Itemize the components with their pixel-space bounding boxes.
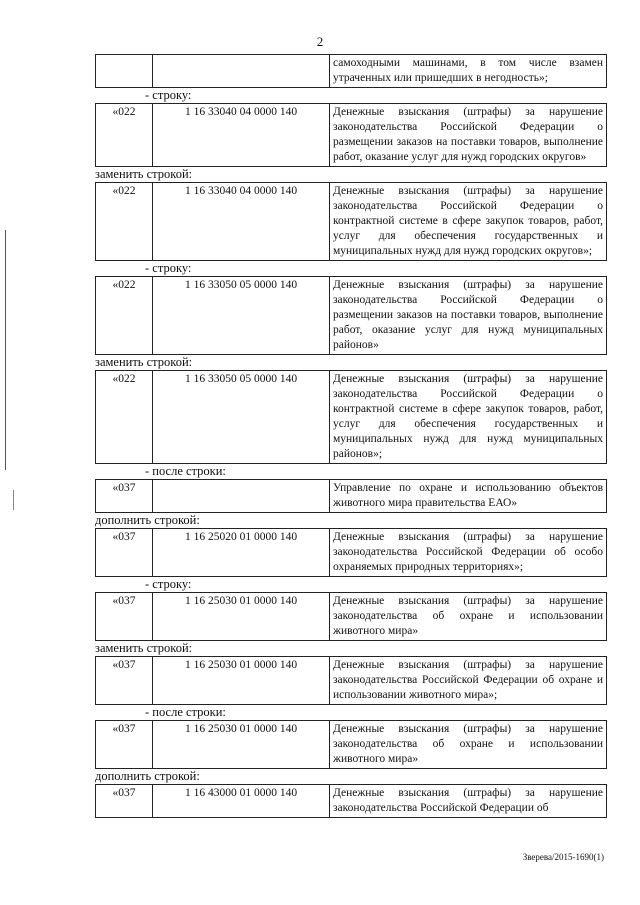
amendment-instruction: - строку: — [145, 577, 192, 591]
amendment-instruction: - после строки: — [145, 705, 226, 719]
admin-code-cell: «037 — [96, 721, 153, 769]
description-cell: самоходными машинами, в том числе взамен утраченных или пришедших в негодность»; — [330, 55, 607, 88]
kbk-code-cell: 1 16 43000 01 0000 140 — [153, 785, 330, 818]
admin-code-cell: «037 — [96, 593, 153, 641]
amendment-instruction: - после строки: — [145, 464, 226, 478]
description-cell: Денежные взыскания (штрафы) за нарушение законодательства Российской Федерации о контрактной системе в сфере закупок товаров, работ, услуг для обеспечения государственных и муниципальных нужд для нужд муниципальных районов»; — [330, 371, 607, 464]
amendment-instruction: заменить строкой: — [95, 167, 193, 181]
admin-code-cell: «022 — [96, 104, 153, 167]
admin-code-cell: «037 — [96, 529, 153, 577]
table-row — [96, 721, 607, 769]
budget-row-table — [95, 720, 607, 769]
amendment-instruction: дополнить строкой: — [95, 513, 200, 527]
admin-code-cell: «037 — [96, 785, 153, 818]
kbk-code-cell: 1 16 25030 01 0000 140 — [153, 721, 330, 769]
description-cell: Денежные взыскания (штрафы) за нарушение законодательства Российской Федерации о контрактной системе в сфере закупок товаров, работ, услуг для обеспечения государственных и муниципальных нужд для нужд городских округов»; — [330, 183, 607, 261]
admin-code-cell: «022 — [96, 277, 153, 355]
table-row — [96, 183, 607, 261]
budget-row-table — [95, 592, 607, 641]
admin-code-cell — [96, 55, 153, 88]
table-row — [96, 785, 607, 818]
description-cell: Денежные взыскания (штрафы) за нарушение законодательства Российской Федерации об — [330, 785, 607, 818]
description-cell: Денежные взыскания (штрафы) за нарушение законодательства об охране и использовании животного мира» — [330, 593, 607, 641]
budget-row-table — [95, 656, 607, 705]
table-row — [96, 371, 607, 464]
budget-row-table — [95, 182, 607, 261]
amendment-instruction: - строку: — [145, 261, 192, 275]
description-cell: Денежные взыскания (штрафы) за нарушение законодательства Российской Федерации об особо охраняемых природных территориях»; — [330, 529, 607, 577]
table-row — [96, 657, 607, 705]
kbk-code-cell: 1 16 25020 01 0000 140 — [153, 529, 330, 577]
table-row — [96, 55, 607, 88]
budget-row-table — [95, 54, 607, 88]
kbk-code-cell: 1 16 25030 01 0000 140 — [153, 593, 330, 641]
admin-code-cell: «022 — [96, 183, 153, 261]
kbk-code-cell: 1 16 33050 05 0000 140 — [153, 371, 330, 464]
page-number: 2 — [316, 34, 324, 49]
kbk-code-cell: 1 16 33050 05 0000 140 — [153, 277, 330, 355]
table-row — [96, 277, 607, 355]
table-row — [96, 480, 607, 513]
admin-code-cell: «022 — [96, 371, 153, 464]
footer-reference: Зверева/2015-1690(1) — [522, 852, 604, 862]
table-row — [96, 104, 607, 167]
description-cell: Денежные взыскания (штрафы) за нарушение законодательства Российской Федерации о размещении заказов на поставки товаров, выполнение работ, оказание услуг для нужд муниципальных районов» — [330, 277, 607, 355]
amendment-instruction: заменить строкой: — [95, 641, 193, 655]
budget-row-table — [95, 370, 607, 464]
budget-row-table — [95, 784, 607, 818]
description-cell: Управление по охране и использованию объектов животного мира правительства ЕАО» — [330, 480, 607, 513]
margin-line — [5, 230, 6, 470]
table-row — [96, 593, 607, 641]
budget-row-table — [95, 103, 607, 167]
budget-row-table — [95, 276, 607, 355]
amendment-instruction: дополнить строкой: — [95, 769, 200, 783]
admin-code-cell: «037 — [96, 657, 153, 705]
kbk-code-cell: 1 16 33040 04 0000 140 — [153, 183, 330, 261]
kbk-code-cell: 1 16 25030 01 0000 140 — [153, 657, 330, 705]
budget-row-table — [95, 528, 607, 577]
description-cell: Денежные взыскания (штрафы) за нарушение законодательства Российской Федерации о размещении заказов на поставки товаров, выполнение работ, оказание услуг для нужд городских округов» — [330, 104, 607, 167]
admin-code-cell: «037 — [96, 480, 153, 513]
amendments-document — [95, 54, 607, 818]
margin-mark — [13, 490, 14, 510]
description-cell: Денежные взыскания (штрафы) за нарушение законодательства Российской Федерации об охране и использовании животного мира»; — [330, 657, 607, 705]
amendment-instruction: заменить строкой: — [95, 355, 193, 369]
description-cell: Денежные взыскания (штрафы) за нарушение законодательства об охране и использовании животного мира» — [330, 721, 607, 769]
budget-row-table — [95, 479, 607, 513]
kbk-code-cell — [153, 55, 330, 88]
kbk-code-cell: 1 16 33040 04 0000 140 — [153, 104, 330, 167]
amendment-instruction: - строку: — [145, 88, 192, 102]
kbk-code-cell — [153, 480, 330, 513]
table-row — [96, 529, 607, 577]
